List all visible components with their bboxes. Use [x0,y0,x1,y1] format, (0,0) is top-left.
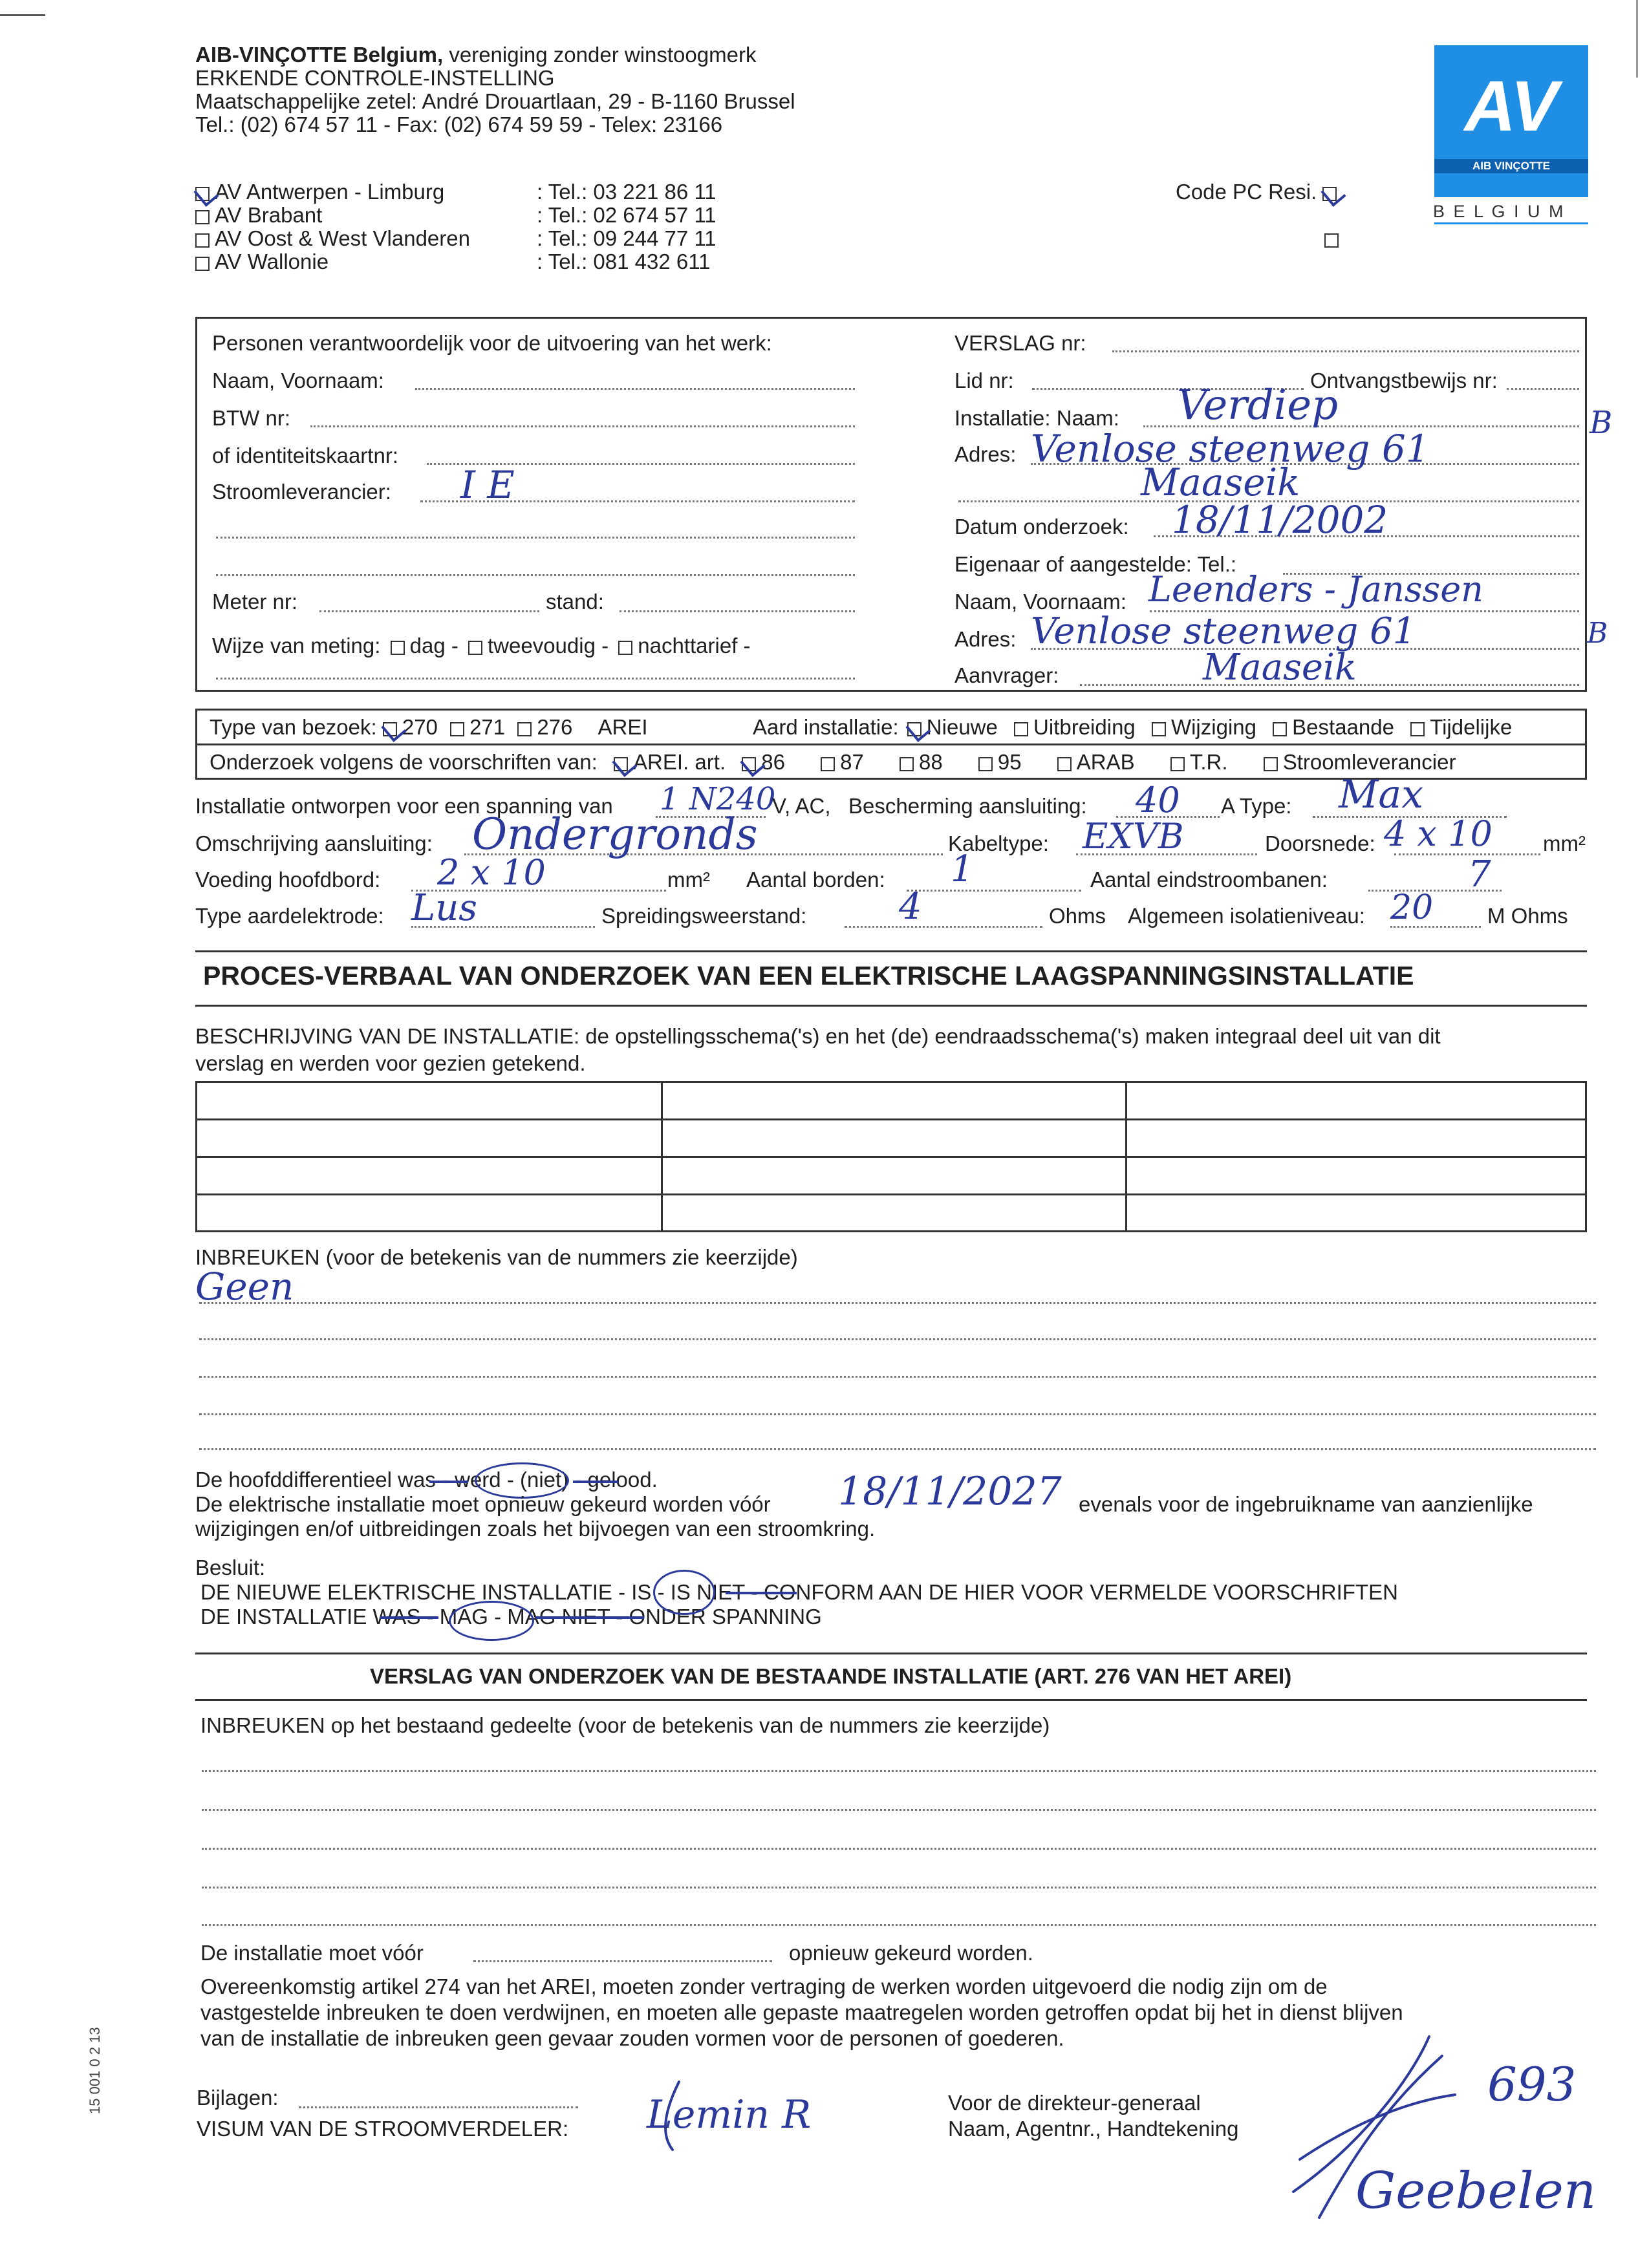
overeenkomstig-line1: Overeenkomstig artikel 274 van het AREI, moeten zonder vertraging de werken worden uitgevoerd die nodig zijn om de [200,1974,1328,1998]
inbreuken-value: Geen [195,1265,294,1309]
checkbox[interactable] [195,210,210,224]
checkbox[interactable] [391,641,405,655]
voeding-value: 2 x 10 [437,852,546,893]
org-name: AIB-VINÇOTTE Belgium, [195,43,444,67]
bestaande-title: VERSLAG VAN ONDERZOEK VAN DE BESTAANDE INSTALLATIE (ART. 276 VAN HET AREI) [370,1664,1292,1688]
bestaande-line[interactable] [202,1770,1596,1772]
stand-label: stand: [546,590,604,614]
wijze-row: Wijze van meting: dag - tweevoudig - nachttarief - [212,634,751,658]
checkbox[interactable] [1264,757,1278,771]
org-header [195,43,756,67]
aantal-borden-value: 1 [951,848,974,890]
checkbox-checked[interactable] [907,722,921,736]
rules-row: Onderzoek volgens de voorschriften van: AREI. art. 86 87 88 95 ARAB T.R. Stroomleverancier [210,750,1456,774]
aib-vincotte-logo [1434,45,1588,197]
visum-strokes [647,2069,724,2159]
opnieuw-voor-label: De installatie moet vóór [200,1941,424,1965]
spanning-value: 1 N240 [660,781,776,817]
blank-field[interactable] [216,678,855,679]
type-visit-row: Type van bezoek: 270 271 276 AREI [210,715,648,739]
adres-value-b: B [1590,405,1613,441]
table-row-divider [195,1193,1587,1195]
eig-adres-label: Adres: [954,627,1017,651]
checkbox[interactable] [978,757,993,771]
eigenaar-label: Eigenaar of aangestelde: Tel.: [954,552,1237,576]
doorsnede-label: Doorsnede: [1265,831,1375,855]
bescherming-value: 40 [1136,780,1180,820]
bestaande-line[interactable] [202,1809,1596,1811]
office-1-tel: : Tel.: 03 221 86 11 [537,180,717,204]
btw-label: BTW nr: [212,406,290,430]
spreiding-field[interactable] [845,926,1042,928]
type-value: Max [1339,772,1424,817]
inbreuken-line[interactable] [199,1338,1596,1340]
aard-row: Aard installatie: Nieuwe Uitbreiding Wijziging Bestaande Tijdelijke [753,715,1513,739]
bestaande-line[interactable] [202,1887,1596,1888]
eig-adres-value-1: Venlose steenweg 61 [1031,610,1416,652]
opnieuw-line-cont: evenals voor de ingebruikname van aanzienlijke [1079,1492,1533,1516]
omschrijving-value: Ondergronds [472,809,758,859]
checkbox[interactable] [1273,722,1287,736]
ontvangst-field[interactable] [1507,388,1579,390]
divider [195,950,1587,952]
lid-label: Lid nr: [954,369,1014,392]
isolatie-label: Algemeen isolatieniveau: [1128,904,1365,928]
spanning-label: Installatie ontworpen voor een spanning van [195,794,613,818]
besluit-label: Besluit: [195,1556,266,1579]
ontvangst-label: Ontvangstbewijs nr: [1310,369,1498,392]
strike-mark [573,1481,618,1483]
meter-label: Meter nr: [212,590,298,614]
aardelektrode-value: Lus [411,887,477,929]
type-label: A Type: [1221,794,1292,818]
inbreuken-line[interactable] [199,1413,1596,1415]
office-4: AV Wallonie [195,250,329,274]
bescherming-label: Bescherming aansluiting: [848,794,1087,818]
org-line3: Maatschappelijke zetel: André Drouartlaan, 29 - B-1160 Brussel [195,89,795,113]
visit-divider [195,744,1587,745]
overeenkomstig-line3: van de installatie de inbreuken geen gevaar zouden vormen voor de personen of goederen. [200,2026,1064,2050]
opnieuw-voor-field[interactable] [473,1960,772,1962]
org-line2: ERKENDE CONTROLE-INSTELLING [195,66,555,90]
circle-mark [449,1601,534,1641]
office-1: AV Antwerpen - Limburg [195,180,444,204]
identiteit-label: of identiteitskaartnr: [212,444,398,467]
checkbox[interactable] [900,757,914,771]
circle-mark [653,1570,715,1615]
kabeltype-value: EXVB [1083,816,1184,857]
agent-number: 693 [1487,2057,1577,2112]
aantal-borden-label: Aantal borden: [746,868,885,892]
doorsnede-value: 4 x 10 [1384,813,1493,854]
aardelektrode-label: Type aardelektrode: [195,904,384,928]
office-2-tel: : Tel.: 02 674 57 11 [537,203,717,227]
inbreuken-line[interactable] [199,1448,1596,1450]
wijzigingen-line: wijzigingen en/of uitbreidingen zoals het bijvoegen van een stroomkring. [195,1517,876,1541]
eig-adres-value-2: Maaseik [1203,647,1357,689]
besluit-line2: DE INSTALLATIE WAS - MAG - MAG NIET - ONDER SPANNING [200,1605,822,1629]
eindstroombanen-value: 7 [1468,853,1491,895]
aantal-borden-field[interactable] [907,890,1081,892]
ohms-label: Ohms [1049,904,1106,928]
checkbox-checked[interactable] [742,757,756,771]
margin-mark-right [1636,0,1638,78]
checkbox[interactable] [821,757,835,771]
beschrijving-line2: verslag en werden voor gezien getekend. [195,1051,586,1075]
checkbox[interactable] [468,641,482,655]
checkbox-checked[interactable] [1322,187,1337,201]
divider [195,1005,1587,1007]
divider [195,1653,1587,1654]
blank-field[interactable] [216,574,855,576]
code-pc-label: Code PC Resi. [1176,180,1342,204]
voeding-unit: mm² [667,868,710,892]
doorsnede-unit: mm² [1543,831,1586,855]
eindstroombanen-label: Aantal eindstroombanen: [1090,868,1328,892]
verslag-field[interactable] [1112,350,1579,352]
eig-naam-label: Naam, Voornaam: [954,590,1126,614]
bijlagen-label: Bijlagen: [197,2086,279,2110]
checkbox-checked[interactable] [383,722,397,736]
logo-mark: AV [1464,67,1558,146]
strike-mark [380,1616,438,1619]
checkbox[interactable] [1410,722,1425,736]
eig-adres-value-b: B [1587,617,1608,650]
installatie-naam-value: Verdiep [1177,381,1339,429]
signature-strokes [1280,2030,1474,2224]
responsible-heading: Personen verantwoordelijk voor de uitvoering van het werk: [212,331,772,355]
visum-signature: Lemin R [647,2092,812,2137]
stand-field[interactable] [620,610,855,612]
adres-value-1: Venlose steenweg 61 [1031,427,1430,471]
checkbox[interactable] [195,257,210,271]
office-2: AV Brabant [195,203,322,228]
datum-label: Datum onderzoek: [954,515,1129,539]
checkbox[interactable] [618,641,632,655]
strike-mark [726,1592,797,1594]
margin-mark [0,14,45,16]
office-3: AV Oost & West Vlanderen [195,226,470,251]
datum-value: 18/11/2002 [1172,498,1388,542]
checkbox[interactable] [1014,722,1028,736]
meter-field[interactable] [319,610,539,612]
isolatie-value: 20 [1390,888,1434,927]
checkbox-checked[interactable] [614,757,628,771]
spreiding-value: 4 [899,886,922,928]
checkbox[interactable] [195,233,210,248]
opnieuw-line: De elektrische installatie moet opnieuw gekeurd worden vóór [195,1492,771,1516]
checkbox[interactable] [450,722,464,736]
adres-label: Adres: [954,442,1017,466]
stroomleverancier-value: I E [460,463,515,507]
strike-mark [535,1616,644,1619]
naam-agent-label: Naam, Agentnr., Handtekening [948,2117,1239,2141]
divider [195,1699,1587,1701]
verslag-label: VERSLAG nr: [954,331,1086,355]
installatie-naam-label: Installatie: Naam: [954,406,1119,430]
inbreuken-line[interactable] [199,1376,1596,1378]
opnieuw-date: 18/11/2027 [838,1469,1062,1514]
org-suffix: vereniging zonder winstoogmerk [443,43,757,67]
voeding-label: Voeding hoofdbord: [195,868,381,892]
checkbox[interactable] [1057,757,1072,771]
checkbox[interactable] [1324,233,1339,248]
logo-underline [1434,222,1588,224]
inbreuken-line[interactable] [199,1302,1596,1304]
strike-mark [429,1481,468,1483]
naam-label: Naam, Voornaam: [212,369,384,392]
mohms-label: M Ohms [1487,904,1568,928]
code-pc-second [1324,226,1344,251]
vac-label: V, AC, [772,794,831,818]
inbreuken-label: INBREUKEN (voor de betekenis van de nummers zie keerzijde) [195,1245,798,1269]
table-row-divider [195,1118,1587,1120]
stroomleverancier-label: Stroomleverancier: [212,480,391,504]
omschrijving-label: Omschrijving aansluiting: [195,831,433,855]
pv-title: PROCES-VERBAAL VAN ONDERZOEK VAN EEN ELEKTRISCHE LAAGSPANNINGSINSTALLATIE [203,961,1414,990]
besluit-line1: DE NIEUWE ELEKTRISCHE INSTALLATIE - IS - IS NIET - CONFORM AAN DE HIER VOOR VERMELDE VOORSCHRIFTEN [200,1580,1398,1604]
kabeltype-label: Kabeltype: [948,831,1049,855]
office-4-tel: : Tel.: 081 432 611 [537,250,711,273]
side-code: 15 001 0 2 13 [87,2027,103,2114]
blank-field[interactable] [216,537,855,539]
org-line4: Tel.: (02) 674 57 11 - Fax: (02) 674 59 59 - Telex: 23166 [195,112,723,136]
overeenkomstig-line2: vastgestelde inbreuken te doen verdwijnen, en moeten alle gepaste maatregelen worden getroffen opdat bij het in dienst blijven [200,2000,1403,2024]
office-3-tel: : Tel.: 09 244 77 11 [537,226,717,250]
spreiding-label: Spreidingsweerstand: [601,904,807,928]
bestaande-line[interactable] [202,1848,1596,1850]
differentieel-line: De hoofddifferentieel was - werd - (niet) - gelood. [195,1468,658,1492]
agent-signature: Geebelen [1355,2162,1597,2220]
bestaande-line[interactable] [202,1924,1596,1926]
logo-country: B E L G I U M [1433,202,1566,221]
checkbox-checked[interactable] [195,187,210,201]
bijlagen-field[interactable] [299,2106,578,2108]
btw-field[interactable] [310,425,855,427]
beschrijving-line1: BESCHRIJVING VAN DE INSTALLATIE: de opstellingsschema('s) en het (de) eendraadsschema('s) maken integraal deel uit van dit [195,1024,1441,1048]
naam-field[interactable] [415,388,855,390]
aanvrager-label: Aanvrager: [954,663,1059,687]
table-row-divider [195,1156,1587,1158]
adres-value-2: Maaseik [1141,460,1300,504]
logo-sub: AIB VINÇOTTE [1472,160,1550,172]
directeur-label: Voor de direkteur-generaal [948,2091,1201,2115]
checkbox[interactable] [517,722,532,736]
opnieuw-gekeurd-label: opnieuw gekeurd worden. [789,1941,1033,1965]
checkbox[interactable] [1170,757,1185,771]
visum-label: VISUM VAN DE STROOMVERDELER: [197,2117,569,2141]
checkbox[interactable] [1152,722,1166,736]
bestaande-inbreuken-label: INBREUKEN op het bestaand gedeelte (voor de betekenis van de nummers zie keerzijde) [200,1713,1050,1737]
eig-naam-value: Leenders - Janssen [1148,569,1483,610]
